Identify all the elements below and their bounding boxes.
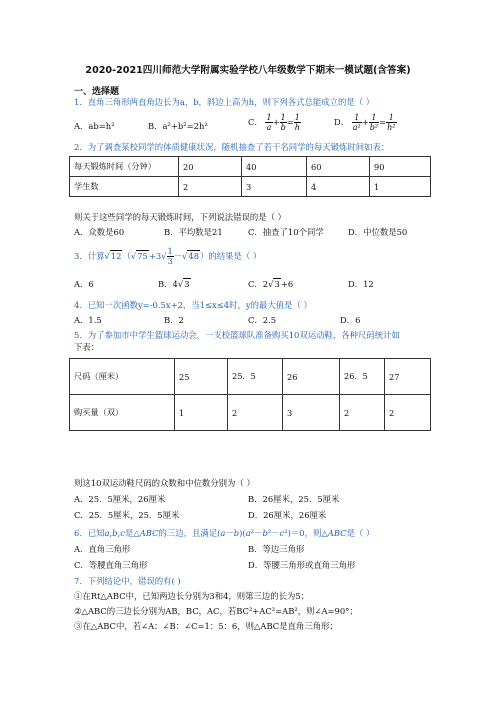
q2-table	[69, 156, 431, 197]
q5-cell: 2	[385, 395, 431, 431]
q1-option-d-label: D．	[334, 117, 350, 127]
q2-cell: 每天锻炼时间（分钟）	[70, 157, 179, 177]
q2-cell: 60	[307, 157, 370, 177]
q3-option-c: C．2√3+6	[248, 279, 294, 289]
q2-cell: 1	[370, 177, 431, 197]
section-heading: 一、选择题	[74, 87, 120, 97]
q2-cell: 4	[307, 177, 370, 197]
q6-stem-prefix: 6．已知	[74, 528, 105, 538]
q5-cell: 尺码（厘米）	[70, 359, 175, 395]
q5-option-d: D．26厘米，26厘米	[248, 510, 327, 520]
q2-option-d: D．中位数是50	[348, 227, 408, 237]
q5-cell: 25	[175, 359, 228, 395]
q1-option-c-label: C．	[248, 117, 263, 127]
q5-table	[69, 358, 431, 431]
q2-option-c: C．抽查了10个同学	[248, 227, 324, 237]
q4-option-a: A．1.5	[74, 315, 102, 325]
q1-option-d: D． $\frac{1}{\text{a²}}$ + $\frac{1}{\text{b²}}$ = $\frac{1}{\text{h²}}$	[334, 113, 396, 132]
q2-followup: 则关于这些同学的每天锻炼时间，下列说法错误的是（ ）	[74, 212, 287, 222]
q5-cell: 3	[283, 395, 340, 431]
q6-option-c: C．等腰直角三角形	[74, 560, 148, 570]
q6-stem-post: ，则	[304, 528, 322, 538]
document-title: 2020-2021四川师范大学附属实验学校八年级数学下期末一模试题(含答案)	[85, 65, 411, 76]
q3-stem-suffix: 的结果是（ ）	[208, 251, 262, 261]
q7-statement-2: ②△ABC的三边长分别为AB，BC，AC，若BC²+AC²=AB²，则∠A=90°；	[74, 606, 358, 616]
q3-option-b: B．4√3	[158, 279, 190, 289]
q3-option-a: A．6	[74, 279, 94, 289]
q5-table-row	[70, 359, 431, 395]
q5-option-c: C．25．5厘米，25．5厘米	[74, 510, 180, 520]
q3-stem: 3．计算√12（√75+3√ $\frac{1}{3}$ －√48）的结果是（ ）	[74, 247, 262, 266]
q2-cell: 20	[179, 157, 242, 177]
q6-stem-mid2: 的三边，且满足	[158, 528, 218, 538]
q2-option-b: B．平均数是21	[164, 227, 223, 237]
q5-cell: 26	[283, 359, 340, 395]
q4-option-d: D．6	[340, 315, 361, 325]
q4-option-b: B．2	[164, 315, 184, 325]
q6-stem-mid: 是	[124, 528, 134, 538]
q5-cell: 25．5	[228, 359, 283, 395]
q5-stem-line2: 下表：	[74, 342, 100, 352]
q3-option-d: D．12	[348, 279, 374, 289]
q7-stem: 7．下列结论中，错误的有( )	[74, 576, 181, 586]
q7-statement-3: ③在△ABC中，若∠A：∠B：∠C=1：5：6，则△ABC是直角三角形；	[74, 621, 338, 631]
q1-option-a: A．ab=h²	[74, 121, 115, 131]
q1-option-b: B．a²+b²=2h²	[148, 121, 208, 131]
q2-table-row	[70, 177, 431, 197]
q5-cell: 2	[340, 395, 385, 431]
q6-stem-end: 是（ ）	[346, 528, 375, 538]
q7-statement-1: ①在Rt△ABC中，已知两边长分别为3和4，则第三边的长为5；	[74, 591, 310, 601]
q6-stem: 6．已知a,b,c是△ABC的三边，且满足(a－b)(a²－b²－c²)＝0，则△ABC是（ ）	[74, 528, 375, 538]
q3-option-c-label: C．2	[248, 279, 269, 289]
q5-stem-line1: 5．为了参加市中学生篮球运动会，一支校篮球队准备购买10双运动鞋，各种尺码统计如	[74, 330, 400, 340]
q5-cell: 购买量（双）	[70, 395, 175, 431]
q5-table-row	[70, 395, 431, 431]
q6-option-b: B．等边三角形	[248, 544, 305, 554]
q2-table-row	[70, 157, 431, 177]
q5-cell: 1	[175, 395, 228, 431]
q2-option-a: A．众数是60	[74, 227, 125, 237]
q5-cell: 26．5	[340, 359, 385, 395]
q4-option-c: C．2.5	[248, 315, 277, 325]
q5-option-b: B．26厘米，25．5厘米	[248, 494, 340, 504]
q5-option-a: A．25．5厘米，26厘米	[74, 494, 166, 504]
q5-followup: 则这10双运动鞋尺码的众数和中位数分别为（ ）	[74, 478, 255, 488]
q6-option-d: D．等腰三角形或直角三角形	[248, 560, 356, 570]
q2-stem: 2．为了调查某校同学的体质健康状况，随机抽查了若干名同学的每天锻炼时间如表：	[74, 142, 390, 152]
q3-option-c-tail: +6	[280, 279, 294, 289]
q2-cell: 学生数	[70, 177, 179, 197]
q6-option-a: A．直角三角形	[74, 544, 131, 554]
q3-option-b-label: B．4	[158, 279, 178, 289]
q5-cell: 27	[385, 359, 431, 395]
q2-cell: 40	[242, 157, 307, 177]
q4-stem: 4．已知一次函数y=-0.5x+2，当1≤x≤4时，y的最大值是（ ）	[74, 300, 312, 310]
q2-cell: 90	[370, 157, 431, 177]
q2-cell: 2	[179, 177, 242, 197]
q1-option-c: C． $\frac{1}{a}$ + $\frac{1}{b}$ = $\frac{1}{h}$	[248, 113, 300, 132]
q3-stem-prefix: 3．计算	[74, 251, 105, 261]
q5-cell: 2	[228, 395, 283, 431]
q2-cell: 3	[242, 177, 307, 197]
q1-stem: 1．直角三角形两直角边长为a，b，斜边上高为h，则下列各式总能成立的是（ ）	[74, 97, 375, 107]
